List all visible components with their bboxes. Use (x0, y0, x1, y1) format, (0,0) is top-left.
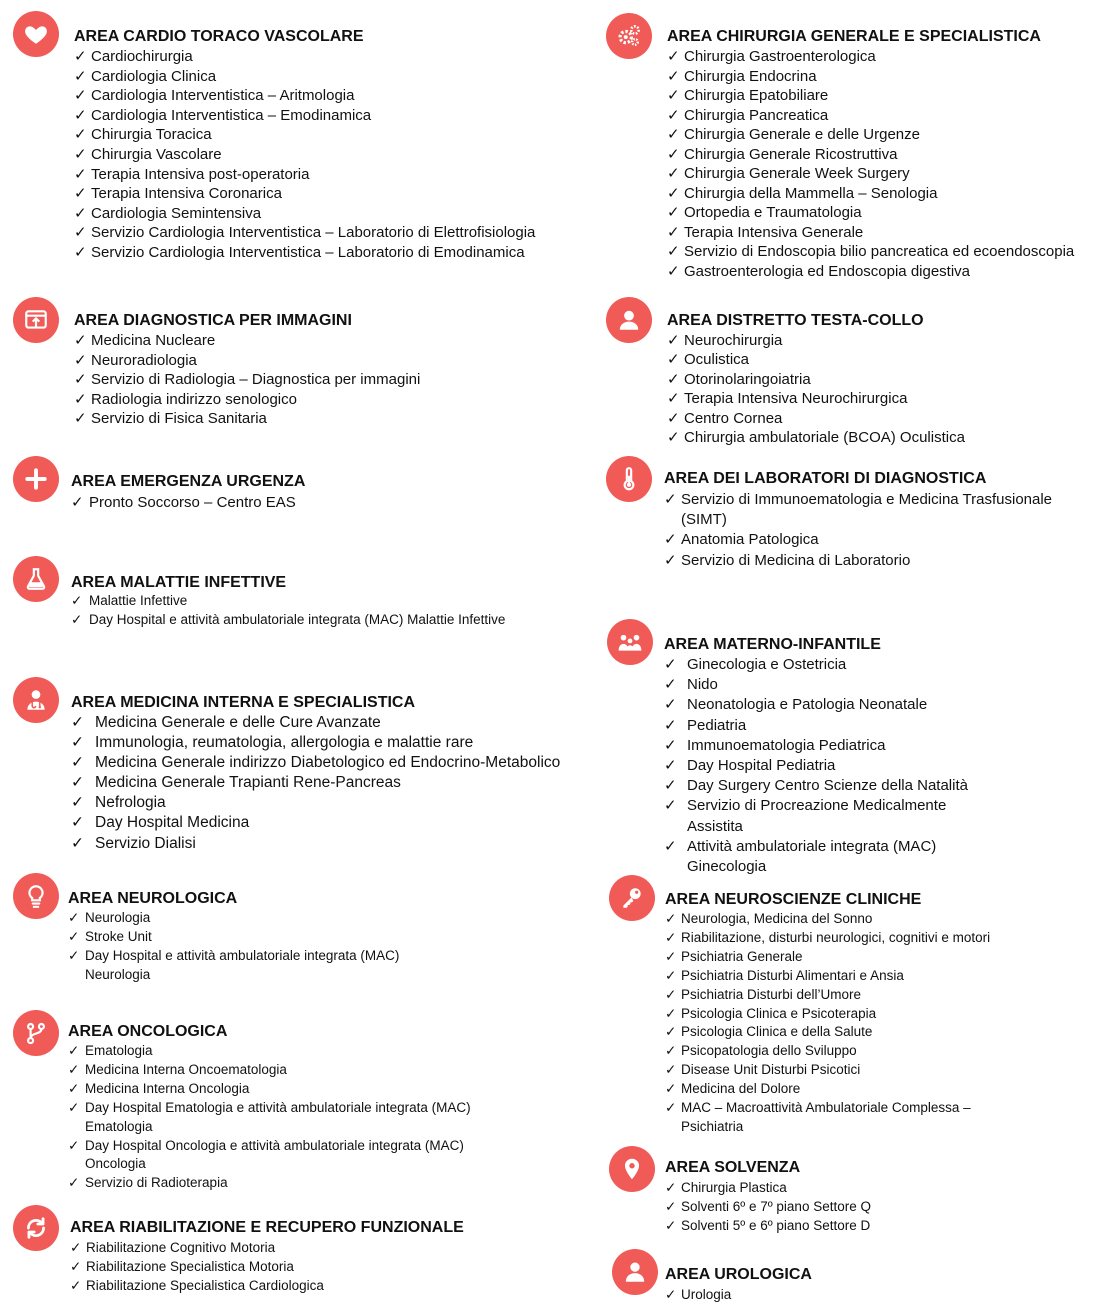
list-item-label: Medicina Generale Trapianti Rene-Pancreas (95, 774, 401, 792)
list-item (71, 753, 611, 773)
list-item (665, 948, 1015, 967)
list-item-label: Psichiatria Disturbi Alimentari e Ansia (681, 967, 904, 983)
list-item (68, 1137, 518, 1175)
lightbulb-icon (13, 873, 59, 919)
list-item-label: Medicina del Dolore (681, 1081, 801, 1097)
list-item-label: Chirurgia della Mammella – Senologia (684, 184, 938, 202)
plus-icon (13, 456, 59, 502)
list-item-label: Cardiologia Interventistica – Aritmologia (91, 87, 355, 105)
list-item (71, 493, 591, 513)
list-item (665, 1023, 1015, 1042)
list-item (664, 655, 984, 675)
list-item-label: Cardiologia Clinica (91, 67, 217, 85)
section-list (664, 490, 1089, 571)
list-item (68, 947, 440, 985)
check-icon: ✓ (71, 754, 84, 772)
list-item (665, 1216, 1065, 1235)
list-item-label: Medicina Generale e delle Cure Avanzate (95, 714, 381, 731)
section-title: AREA MALATTIE INFETTIVE (71, 574, 287, 591)
section-list (664, 655, 984, 877)
list-item-label: Nido (687, 676, 718, 694)
list-item-label: Servizio Dialisi (95, 834, 196, 852)
section-title: AREA DISTRETTO TESTA-COLLO (667, 312, 924, 329)
list-item-label: Ortopedia e Traumatologia (684, 204, 862, 221)
list-item-label: Chirurgia Toracica (91, 126, 212, 144)
list-item (74, 165, 594, 185)
list-item (74, 125, 594, 145)
list-item-label: Day Hospital e attività ambulatoriale integrata (MAC) Neurologia (85, 947, 400, 982)
list-item (70, 1276, 520, 1295)
check-icon: ✓ (667, 106, 680, 124)
list-item-label: Chirurgia Pancreatica (684, 106, 829, 124)
list-item (667, 47, 1105, 67)
list-item (664, 776, 984, 796)
location-pin-icon (609, 1146, 655, 1192)
check-icon: ✓ (665, 1005, 677, 1021)
list-item (74, 351, 594, 371)
check-icon: ✓ (667, 223, 680, 241)
check-icon: ✓ (68, 1061, 80, 1077)
section-title: AREA DEI LABORATORI DI DIAGNOSTICA (664, 470, 987, 487)
check-icon: ✓ (665, 929, 677, 945)
check-icon: ✓ (68, 1175, 80, 1191)
list-item (70, 1257, 520, 1276)
list-item (667, 223, 1105, 243)
check-icon: ✓ (71, 611, 83, 627)
list-item (667, 409, 1105, 428)
check-icon: ✓ (74, 106, 87, 124)
check-icon: ✓ (667, 243, 680, 260)
list-item-label: Medicina Interna Oncologia (85, 1080, 250, 1096)
list-item (68, 1099, 518, 1137)
list-item-label: Neuroradiologia (91, 351, 197, 369)
check-icon: ✓ (667, 145, 680, 163)
list-item-label: Chirurgia ambulatoriale (BCOA) Oculistica (684, 429, 965, 447)
list-item-label: Riabilitazione, disturbi neurologici, cognitivi e motori (681, 929, 991, 945)
check-icon: ✓ (74, 126, 87, 144)
user-icon (606, 297, 652, 343)
check-icon: ✓ (665, 911, 677, 926)
check-icon: ✓ (74, 224, 87, 242)
list-item (665, 967, 1015, 986)
list-item-label: Psicopatologia dello Sviluppo (681, 1043, 857, 1059)
list-item-label: Terapia Intensiva Generale (684, 223, 864, 241)
list-item-label: Solventi 5º e 6º piano Settore D (681, 1218, 871, 1234)
list-item (667, 428, 1105, 447)
check-icon: ✓ (74, 410, 87, 427)
check-icon: ✓ (667, 262, 680, 280)
list-item (68, 1080, 518, 1099)
list-item-label: Servizio di Radioterapia (85, 1175, 228, 1191)
check-icon: ✓ (664, 736, 677, 754)
list-item (664, 490, 1089, 530)
list-item-label: Malattie Infettive (89, 593, 188, 608)
list-item-label: Day Hospital Ematologia e attività ambulatoriale integrata (MAC) Ematologia (85, 1099, 471, 1134)
list-item-label: Solventi 6º e 7º piano Settore Q (681, 1199, 871, 1215)
check-icon: ✓ (68, 1137, 80, 1153)
list-item (71, 592, 511, 611)
check-icon: ✓ (70, 1240, 82, 1255)
list-item-label: Pediatria (687, 716, 747, 734)
list-item-label: Ginecologia e Ostetricia (687, 656, 847, 673)
list-item-label: Riabilitazione Cognitivo Motoria (86, 1240, 276, 1255)
check-icon: ✓ (667, 390, 680, 408)
list-item-label: Chirurgia Generale e delle Urgenze (684, 126, 920, 143)
list-item-label: Chirurgia Epatobiliare (684, 87, 829, 104)
check-icon: ✓ (665, 948, 677, 964)
check-icon: ✓ (664, 676, 677, 694)
person-icon (612, 1249, 658, 1295)
check-icon: ✓ (667, 126, 680, 143)
list-item-label: Medicina Generale indirizzo Diabetologico ed Endocrino-Metabolico (95, 754, 561, 772)
check-icon: ✓ (664, 491, 677, 508)
section-title: AREA DIAGNOSTICA PER IMMAGINI (74, 312, 352, 329)
list-item (665, 1061, 1015, 1080)
list-item (664, 551, 1089, 571)
list-item (71, 793, 611, 813)
list-item-label: Immunoematologia Pediatrica (687, 736, 886, 754)
list-item-label: Stroke Unit (85, 928, 152, 944)
list-item (667, 242, 1105, 262)
section-title: AREA NEUROLOGICA (68, 890, 238, 907)
list-item (664, 756, 984, 776)
list-item (68, 1174, 518, 1193)
list-item (665, 1099, 1015, 1137)
list-item (74, 106, 594, 126)
list-item-label: Radiologia indirizzo senologico (91, 390, 297, 408)
list-item-label: Terapia Intensiva Coronarica (91, 185, 282, 203)
list-item (68, 928, 440, 947)
list-item (68, 1042, 518, 1061)
check-icon: ✓ (664, 797, 677, 815)
list-item-label: Servizio di Fisica Sanitaria (91, 410, 267, 427)
list-item (667, 145, 1105, 165)
check-icon: ✓ (71, 494, 84, 511)
list-item (667, 389, 1105, 408)
list-item (664, 736, 984, 756)
section-title: AREA NEUROSCIENZE CLINICHE (665, 891, 922, 908)
list-item-label: Servizio Cardiologia Interventistica – Laboratorio di Emodinamica (91, 243, 525, 261)
list-item (667, 331, 1105, 350)
list-item-label: Pronto Soccorso – Centro EAS (89, 494, 296, 511)
check-icon: ✓ (664, 716, 677, 734)
list-item (665, 929, 1015, 948)
list-item-label: Nefrologia (95, 794, 166, 812)
check-icon: ✓ (71, 814, 84, 832)
check-icon: ✓ (68, 1080, 80, 1096)
check-icon: ✓ (71, 593, 83, 608)
list-item (665, 986, 1015, 1005)
monitor-upload-icon (13, 297, 59, 343)
list-item-label: Neurologia, Medicina del Sonno (681, 911, 873, 926)
list-item (665, 1285, 1065, 1304)
check-icon: ✓ (68, 947, 80, 963)
section-list (74, 47, 594, 263)
check-icon: ✓ (71, 794, 84, 812)
check-icon: ✓ (71, 834, 84, 852)
check-icon: ✓ (665, 967, 677, 983)
list-item (665, 1080, 1015, 1099)
list-item (667, 370, 1105, 389)
section-list (74, 331, 594, 429)
check-icon: ✓ (664, 837, 677, 855)
check-icon: ✓ (71, 774, 84, 792)
check-icon: ✓ (70, 1259, 82, 1275)
list-item (667, 184, 1105, 204)
list-item (665, 1178, 1065, 1197)
list-item-label: MAC – Macroattività Ambulatoriale Complessa – Psichiatria (681, 1100, 971, 1134)
list-item (664, 530, 1089, 550)
list-item (74, 243, 594, 263)
section-list (667, 47, 1105, 281)
list-item-label: Servizio di Radiologia – Diagnostica per immagini (91, 371, 421, 388)
flask-icon (13, 556, 59, 602)
check-icon: ✓ (74, 243, 87, 261)
list-item (74, 390, 594, 410)
list-item-label: Chirurgia Generale Week Surgery (684, 165, 910, 182)
check-icon: ✓ (667, 165, 680, 182)
check-icon: ✓ (665, 1081, 677, 1097)
list-item (68, 909, 440, 928)
section-list (667, 331, 1105, 447)
list-item-label: Chirurgia Endocrina (684, 67, 817, 85)
check-icon: ✓ (665, 1062, 677, 1078)
check-icon: ✓ (664, 531, 677, 549)
check-icon: ✓ (665, 1024, 677, 1040)
doctor-icon (13, 677, 59, 723)
list-item-label: Day Hospital Medicina (95, 814, 250, 832)
check-icon: ✓ (667, 48, 680, 65)
list-item-label: Medicina Interna Oncoematologia (85, 1061, 287, 1077)
list-item-label: Riabilitazione Specialistica Motoria (86, 1259, 294, 1275)
list-item-label: Cardiologia Interventistica – Emodinamica (91, 106, 372, 124)
list-item (667, 164, 1105, 184)
section-list (665, 1178, 1065, 1235)
list-item (71, 733, 611, 753)
check-icon: ✓ (665, 1100, 677, 1116)
list-item (68, 1061, 518, 1080)
list-item-label: Day Surgery Centro Scienze della Natalità (687, 777, 968, 795)
list-item-label: Riabilitazione Specialistica Cardiologica (86, 1278, 324, 1294)
list-item-label: Chirurgia Plastica (681, 1180, 787, 1195)
list-item (70, 1238, 520, 1257)
list-item-label: Cardiologia Semintensiva (91, 204, 262, 222)
list-item-label: Attività ambulatoriale integrata (MAC) Ginecologia (687, 837, 937, 876)
check-icon: ✓ (667, 332, 680, 349)
list-item-label: Disease Unit Disturbi Psicotici (681, 1062, 861, 1078)
list-item (664, 837, 984, 877)
list-item-label: Immunologia, reumatologia, allergologia e malattie rare (95, 734, 474, 752)
list-item-label: Servizio Cardiologia Interventistica – Laboratorio di Elettrofisiologia (91, 224, 536, 242)
check-icon: ✓ (664, 656, 677, 673)
family-icon (607, 619, 653, 665)
section-title: AREA CHIRURGIA GENERALE E SPECIALISTICA (667, 28, 1041, 45)
check-icon: ✓ (667, 370, 680, 388)
list-item-label: Oculistica (684, 351, 750, 369)
check-icon: ✓ (664, 777, 677, 795)
list-item-label: Day Hospital Pediatria (687, 757, 836, 775)
list-item-label: Servizio di Endoscopia bilio pancreatica ed ecoendoscopia (684, 243, 1075, 260)
list-item (71, 773, 611, 793)
list-item (74, 223, 594, 243)
list-item-label: Chirurgia Gastroenterologica (684, 48, 876, 65)
list-item-label: Neonatologia e Patologia Neonatale (687, 696, 928, 714)
list-item-label: Otorinolaringoiatria (684, 370, 811, 388)
section-title: AREA CARDIO TORACO VASCOLARE (74, 28, 364, 45)
section-title: AREA ONCOLOGICA (68, 1023, 228, 1040)
list-item (667, 125, 1105, 145)
list-item (667, 106, 1105, 126)
check-icon: ✓ (74, 371, 87, 388)
list-item (74, 67, 594, 87)
heart-icon (13, 11, 59, 57)
check-icon: ✓ (667, 184, 680, 202)
list-item (667, 203, 1105, 223)
key-icon (609, 875, 655, 921)
list-item (667, 262, 1105, 282)
check-icon: ✓ (665, 986, 677, 1002)
section-title: AREA MATERNO-INFANTILE (664, 636, 881, 653)
check-icon: ✓ (74, 332, 87, 349)
section-list (68, 1042, 518, 1193)
list-item-label: Medicina Nucleare (91, 332, 216, 349)
list-item (71, 813, 611, 833)
list-item-label: Anatomia Patologica (681, 531, 819, 549)
list-item (71, 713, 611, 733)
list-item (71, 611, 511, 630)
section-list (71, 493, 591, 513)
list-item-label: Centro Cornea (684, 409, 783, 427)
check-icon: ✓ (74, 185, 87, 203)
section-list (70, 1238, 520, 1296)
check-icon: ✓ (74, 165, 87, 183)
section-list (71, 713, 611, 854)
thermometer-icon (606, 456, 652, 502)
list-item-label: Psichiatria Generale (681, 948, 803, 964)
check-icon: ✓ (667, 204, 680, 221)
section-title: AREA EMERGENZA URGENZA (71, 473, 306, 490)
branch-icon (13, 1010, 59, 1056)
list-item-label: Psicologia Clinica e Psicoterapia (681, 1005, 877, 1021)
check-icon: ✓ (667, 409, 680, 427)
list-item (71, 834, 611, 854)
section-title: AREA SOLVENZA (665, 1159, 801, 1176)
list-item (74, 86, 594, 106)
list-item (664, 716, 984, 736)
check-icon: ✓ (74, 145, 87, 163)
check-icon: ✓ (665, 1218, 677, 1234)
check-icon: ✓ (665, 1287, 677, 1302)
check-icon: ✓ (74, 87, 87, 105)
section-list (71, 592, 511, 630)
list-item (665, 910, 1015, 929)
section-title: AREA RIABILITAZIONE E RECUPERO FUNZIONALE (70, 1219, 464, 1236)
list-item-label: Psichiatria Disturbi dell’Umore (681, 986, 862, 1002)
refresh-icon (13, 1205, 59, 1251)
check-icon: ✓ (664, 696, 677, 714)
list-item (665, 1042, 1015, 1061)
list-item-label: Urologia (681, 1287, 732, 1302)
check-icon: ✓ (74, 204, 87, 222)
list-item (667, 67, 1105, 87)
list-item-label: Servizio di Procreazione Medicalmente Assistita (687, 797, 947, 835)
list-item-label: Servizio di Medicina di Laboratorio (681, 551, 911, 569)
list-item (664, 695, 984, 715)
check-icon: ✓ (74, 48, 87, 65)
section-title: AREA UROLOGICA (665, 1266, 812, 1283)
list-item (664, 675, 984, 695)
list-item (74, 370, 594, 390)
list-item-label: Day Hospital e attività ambulatoriale integrata (MAC) Malattie Infettive (89, 611, 506, 627)
section-title: AREA MEDICINA INTERNA E SPECIALISTICA (71, 694, 416, 711)
list-item (667, 86, 1105, 106)
list-item (74, 47, 594, 67)
list-item-label: Gastroenterologia ed Endoscopia digestiva (684, 262, 971, 280)
list-item (74, 331, 594, 351)
list-item (665, 1197, 1065, 1216)
check-icon: ✓ (664, 551, 677, 569)
check-icon: ✓ (667, 67, 680, 85)
list-item (74, 184, 594, 204)
list-item-label: Terapia Intensiva Neurochirurgica (684, 390, 908, 408)
check-icon: ✓ (68, 1043, 80, 1058)
list-item-label: Psicologia Clinica e della Salute (681, 1024, 873, 1040)
check-icon: ✓ (74, 67, 87, 85)
section-list (665, 910, 1015, 1137)
check-icon: ✓ (667, 87, 680, 104)
list-item-label: Terapia Intensiva post-operatoria (91, 165, 310, 183)
list-item-label: Cardiochirurgia (91, 48, 193, 65)
list-item (74, 204, 594, 224)
check-icon: ✓ (665, 1199, 677, 1215)
check-icon: ✓ (667, 429, 680, 447)
list-item-label: Neurochirurgia (684, 332, 783, 349)
list-item-label: Servizio di Immunoematologia e Medicina Trasfusionale (SIMT) (681, 491, 1053, 529)
section-list (665, 1285, 1065, 1304)
list-item-label: Chirurgia Generale Ricostruttiva (684, 145, 898, 163)
check-icon: ✓ (71, 714, 84, 731)
check-icon: ✓ (68, 910, 80, 925)
list-item-label: Chirurgia Vascolare (91, 145, 222, 163)
list-item-label: Day Hospital Oncologia e attività ambulatoriale integrata (MAC) Oncologia (85, 1137, 464, 1172)
list-item (74, 145, 594, 165)
check-icon: ✓ (68, 1099, 80, 1115)
check-icon: ✓ (68, 928, 80, 944)
gears-icon (606, 13, 652, 59)
check-icon: ✓ (665, 1043, 677, 1059)
list-item (665, 1005, 1015, 1024)
list-item (74, 409, 594, 429)
check-icon: ✓ (70, 1278, 82, 1294)
check-icon: ✓ (74, 351, 87, 369)
check-icon: ✓ (667, 351, 680, 369)
check-icon: ✓ (664, 757, 677, 775)
check-icon: ✓ (665, 1180, 677, 1195)
list-item-label: Neurologia (85, 910, 151, 925)
list-item-label: Ematologia (85, 1043, 153, 1058)
section-list (68, 909, 440, 985)
check-icon: ✓ (71, 734, 84, 752)
list-item (667, 350, 1105, 369)
list-item (664, 796, 984, 836)
check-icon: ✓ (74, 390, 87, 408)
